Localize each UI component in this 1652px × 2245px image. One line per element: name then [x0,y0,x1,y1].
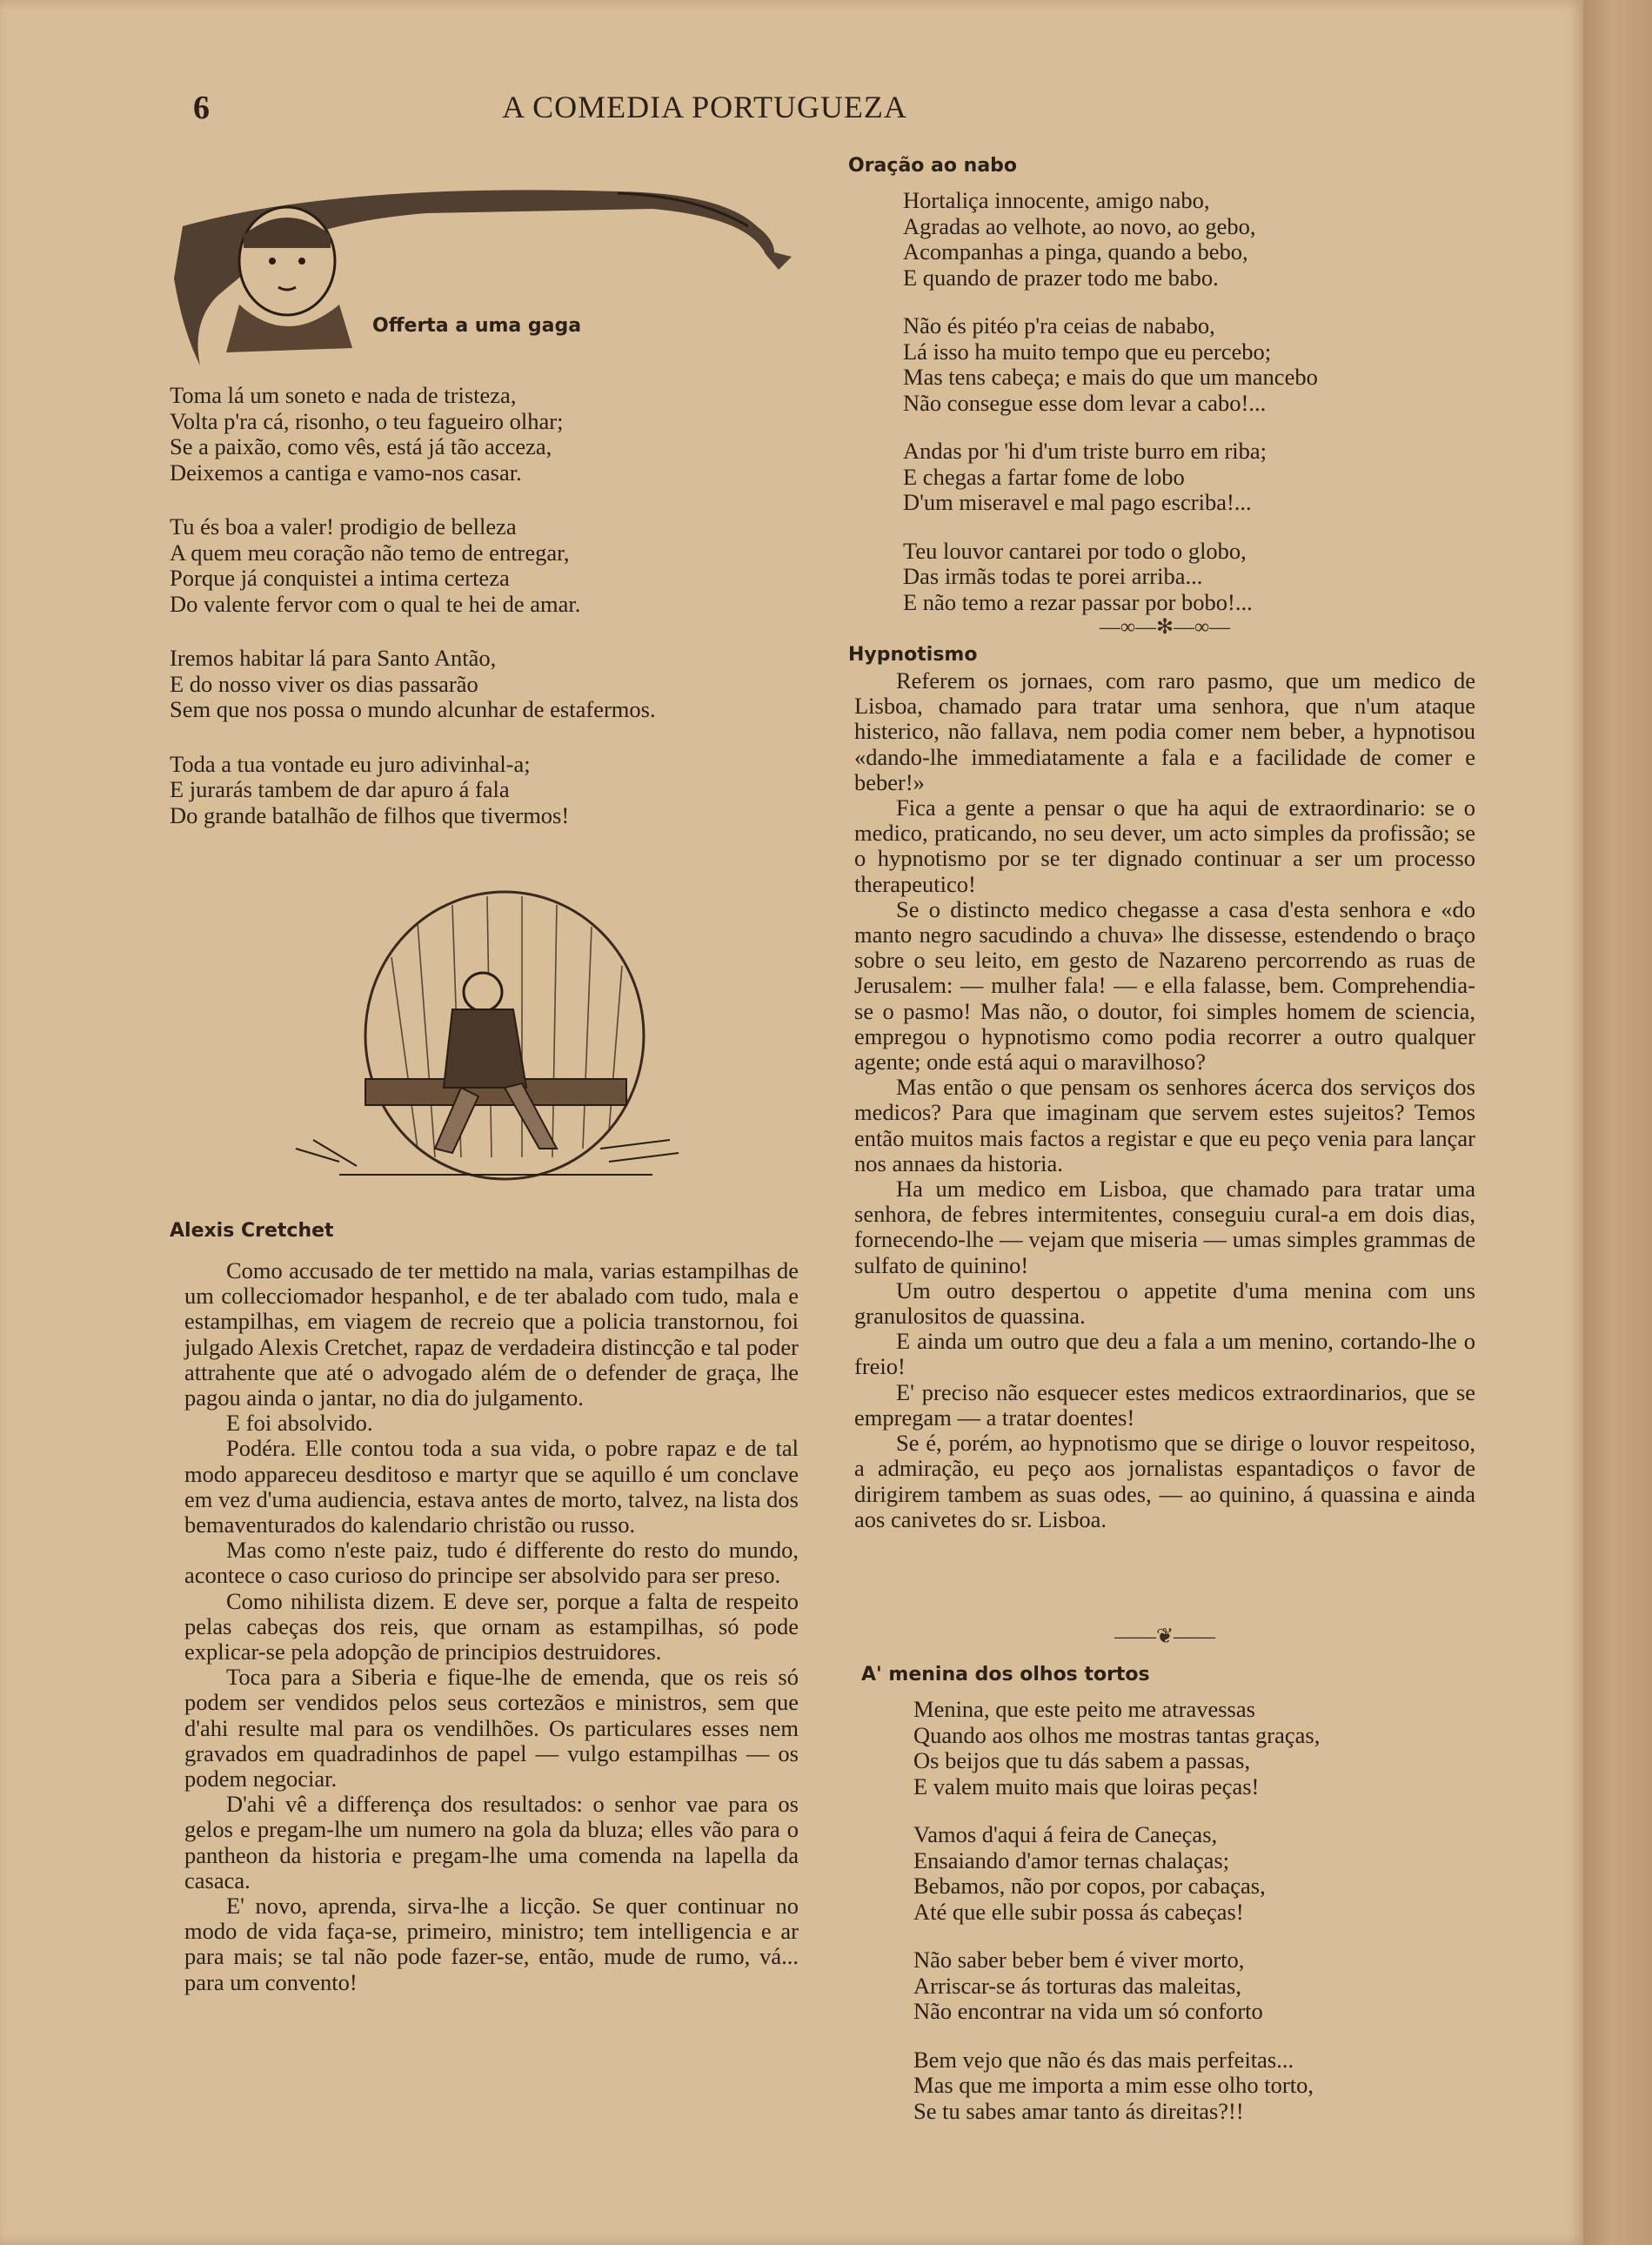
hypnotismo-paragraph: Mas então o que pensam os senhores ácerca dos serviços dos medicos? Para que imaginam que servem estes sujeitos? Temos então muitos mais factos a registar e que eu peço venia para lançar nos annaes da historia. [854,1074,1475,1176]
hypnotismo-paragraph: Referem os jornaes, com raro pasmo, que um medico de Lisboa, chamado para tratar uma senhora, que n'um ataque histerico, não fallava, nem podia comer nem beber, a hypnotisou «dando-lhe immediatamente a fala e a facilidade de comer e beber!» [854,667,1475,795]
pennant-woman-illustration [165,174,792,374]
alexis-paragraph: E foi absolvido. [226,1410,373,1437]
menina-stanza: Menina, que este peito me atravessas Quando aos olhos me mostras tantas graças, Os beijos que tu dás sabem a passas, E valem muito mais que loiras peças! [913,1696,1321,1799]
alexis-paragraph: Como accusado de ter mettido na mala, varias estampilhas de um collecciomador hespanhol, e de ter abalado com tudo, mala e estampilhas, em viagem de recreio que a policia transtornou, foi julgado Alexis Cretchet, rapaz de verdadeira distincção e tal poder attrahente que até o advogado além de o defender de graça, lhe pagou ainda o jantar, no dia do julgamento. [184,1257,799,1411]
offerta-stanza: Toma lá um soneto e nada de tristeza, Volta p'ra cá, risonho, o teu fagueiro olhar; Se a paixão, como vês, está já tão acceza, Deixemos a cantiga e vamo-nos casar. [170,382,564,486]
alexis-paragraph: E' novo, aprenda, sirva-lhe a licção. Se quer continuar no modo de vida faça-se, primeiro, ministro; tem intelligencia e ar para mais; se tal não pode fazer-se, então, mude de rumo, vá... para um convento! [184,1893,799,1995]
hypnotismo-body [854,668,1475,1532]
hypnotismo-paragraph: Se é, porém, ao hypnotismo que se dirige o louvor respeitoso, a admiração, eu peço aos jornalistas espantadiços o favor de dirigirem tambem as suas odes, — ao quinino, á quassina e ainda aos canivetes do sr. Lisboa. [854,1430,1475,1532]
alexis-paragraph: Podéra. Elle contou toda a sua vida, o pobre rapaz e de tal modo appareceu desditoso e martyr que se aquillo é um conclave em vez d'uma audiencia, estava antes de morto, talvez, na lista dos bemaventurados do kalendario christão ou russo. [184,1435,799,1538]
offerta-heading: Offerta a uma gaga [372,315,582,337]
hypnotismo-paragraph: Fica a gente a pensar o que ha aqui de extraordinario: se o medico, praticando, no seu dever, um acto simples da profissão; se o hypnotismo por se ter dignado continuar a ser um processo therapeutico! [854,794,1475,897]
seated-man-illustration [287,888,687,1201]
offerta-stanza: Toda a tua vontade eu juro adivinhal-a; E jurarás tambem de dar apuro á fala Do grande batalhão de filhos que tivermos! [170,750,570,828]
menina-stanza: Vamos d'aqui á feira de Caneças, Ensaiando d'amor ternas chalaças; Bebamos, não por copos, por cabaças, Até que elle subir possa ás cabeças! [913,1821,1266,1925]
hypnotismo-paragraph: Se o distincto medico chegasse a casa d'esta senhora e «do manto negro sacudindo a chuva» lhe dissesse, estendendo o braço sobre o seu leito, em gesto de Nazareno percorrendo as ruas de Jerusalem: — mulher fala! — e ella falasse, bem. Comprehendia-se o pasmo! Mas não, o doutor, foi simples homem de sciencia, empregou o hypnotismo como podia recorrer a outro qualquer agente; onde está aqui o maravilhoso? [854,895,1475,1076]
alexis-heading: Alexis Cretchet [170,1220,334,1242]
ornament-separator: —∞—✻—∞— [1099,616,1231,639]
running-head: A COMEDIA PORTUGUEZA [502,90,907,124]
hypnotismo-paragraph: Um outro despertou o appetite d'uma menina com uns granulositos de quassina. [854,1277,1475,1330]
oracao-stanza: Teu louvor cantarei por todo o globo, Das irmãs todas te porei arriba... E não temo a rezar passar por bobo!... [903,537,1253,615]
alexis-paragraph: Como nihilista dizem. E deve ser, porque a falta de respeito pelas cabeças dos reis, que ornam as estampilhas, só pode explicar-se pela adopção de principios destruidores. [184,1587,799,1665]
page-number: 6 [193,90,210,126]
oracao-heading: Oração ao nabo [848,155,1018,177]
offerta-stanza: Tu és boa a valer! prodigio de belleza A quem meu coração não temo de entregar, Porque já conquistei a intima certeza Do valente fervor com o qual te hei de amar. [170,513,581,617]
alexis-body [184,1258,799,1995]
oracao-stanza: Não és pitéo p'ra ceias de nababo, Lá isso ha muito tempo que eu percebo; Mas tens cabeça; e mais do que um mancebo Não consegue esse dom levar a cabo!... [903,312,1318,416]
ornament-separator: ——❦—— [1114,1625,1216,1648]
menina-heading: A' menina dos olhos tortos [861,1664,1150,1685]
oracao-stanza: Andas por 'hi d'um triste burro em riba; E chegas a fartar fome de lobo D'um miseravel e mal pago escriba!... [903,438,1267,515]
alexis-paragraph: Toca para a Siberia e fique-lhe de emenda, que os reis só podem ser vendidos pelos seus cortezãos e ministros, sem que d'ahi resulte mal para os vendilhões. Os particulares esses nem gravados em quadradinhos de papel — vulgo estampilhas — os podem negociar. [184,1664,799,1793]
hypnotismo-paragraph: E' preciso não esquecer estes medicos extraordinarios, que se empregam — a tratar doentes! [854,1378,1475,1431]
oracao-stanza: Hortaliça innocente, amigo nabo, Agradas ao velhote, ao novo, ao gebo, Acompanhas a pinga, quando a bebo, E quando de prazer todo me babo. [903,187,1256,291]
hypnotismo-paragraph: E ainda um outro que deu a fala a um menino, cortando-lhe o freio! [854,1328,1475,1380]
alexis-paragraph: D'ahi vê a differença dos resultados: o senhor vae para os gelos e pregam-lhe um numero na gola da bluza; elles vão para o pantheon da historia e pregam-lhe uma comenda na lapella da casaca. [184,1791,799,1893]
hypnotismo-heading: Hypnotismo [848,644,978,666]
page-edge [1583,0,1652,2245]
hypnotismo-paragraph: Ha um medico em Lisboa, que chamado para tratar uma senhora, de febres intermitentes, conseguiu cural-a em dois dias, fornecendo-lhe — vejam que miseria — umas simples grammas de sulfato de quinino! [854,1176,1475,1278]
alexis-paragraph: Mas como n'este paiz, tudo é differente do resto do mundo, acontece o caso curioso do principe ser absolvido para ser preso. [184,1537,799,1589]
menina-stanza: Bem vejo que não és das mais perfeitas... Mas que me importa a mim esse olho torto, Se tu sabes amar tanto ás direitas?!! [913,2046,1314,2124]
offerta-stanza: Iremos habitar lá para Santo Antão, E do nosso viver os dias passarão Sem que nos possa o mundo alcunhar de estafermos. [170,645,656,722]
menina-stanza: Não saber beber bem é viver morto, Arriscar-se ás torturas das maleitas, Não encontrar na vida um só conforto [913,1947,1263,2024]
